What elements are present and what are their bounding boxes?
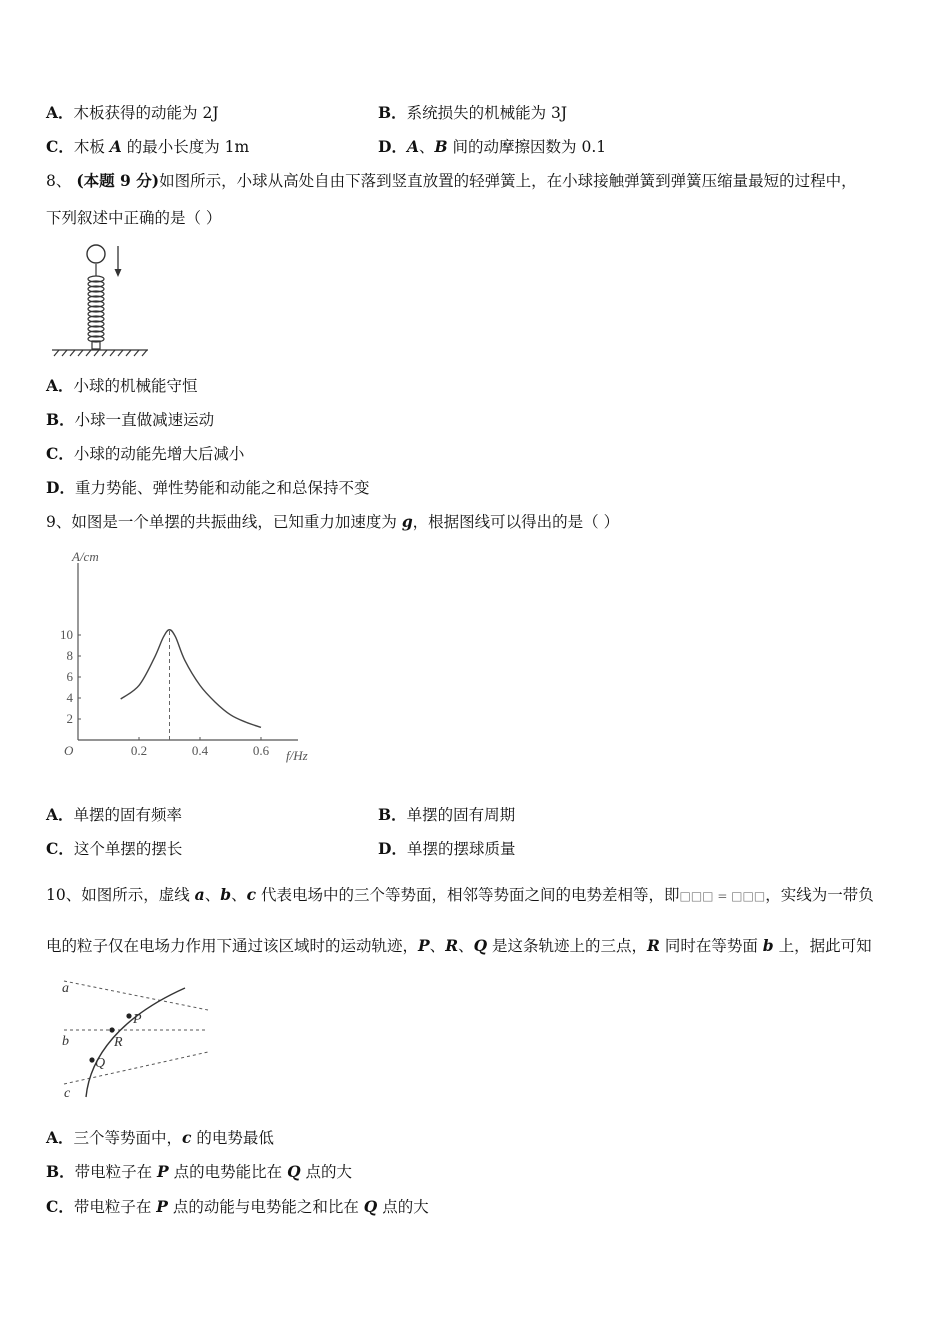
x-tick-label: 0.4: [191, 743, 209, 758]
equipotential-c: [64, 1052, 208, 1084]
x-axis-label: f/Hz: [286, 748, 308, 763]
q7-option-d: D．A、B 间的动摩擦因数为 0.1: [378, 137, 607, 156]
q9-option-a: A．单摆的固有频率: [46, 805, 183, 824]
label-q: Q: [95, 1056, 106, 1071]
label-a: a: [62, 981, 69, 996]
label-c: c: [64, 1086, 71, 1101]
point-r-dot: [109, 1027, 114, 1032]
equipotential-a: [64, 981, 208, 1010]
y-axis-label: A/cm: [72, 549, 99, 564]
resonance-curve: [121, 630, 261, 728]
y-tick-label: 8: [66, 648, 73, 663]
q8-option-d: D．重力势能、弹性势能和动能之和总保持不变: [46, 478, 370, 497]
point-p-dot: [126, 1013, 131, 1018]
equipotential-figure: [50, 972, 212, 1102]
q9-option-b: B．单摆的固有周期: [378, 805, 516, 824]
q7-option-b: B．系统损失的机械能为 3J: [378, 103, 568, 122]
x-tick-label: 0.2: [130, 743, 148, 758]
y-tick-label: 4: [66, 690, 73, 705]
q8-option-c: C．小球的动能先增大后减小: [46, 444, 245, 463]
down-arrow: [115, 246, 122, 277]
ball: [87, 245, 105, 263]
q8-stem-line2: 下列叙述中正确的是（ ）: [46, 209, 222, 227]
q9-stem: 9、如图是一个单摆的共振曲线，已知重力加速度为 g，根据图线可以得出的是（ ）: [46, 512, 620, 531]
y-tick-label: 10: [60, 627, 73, 642]
label-b: b: [62, 1034, 69, 1049]
q10-option-a: A．三个等势面中，c 的电势最低: [46, 1128, 274, 1147]
q10-option-c: C．带电粒子在 P 点的动能与电势能之和比在 Q 点的大: [46, 1197, 429, 1216]
q8-option-b: B．小球一直做减速运动: [46, 410, 215, 429]
y-tick-label: 2: [66, 711, 73, 726]
q10-stem-line2: 电的粒子仅在电场力作用下通过该区域时的运动轨迹，P、R、Q 是这条轨迹上的三点，R 同时在等势面 b 上，据此可知: [46, 936, 872, 955]
x-tick-label: 0.6: [252, 743, 270, 758]
point-q-dot: [89, 1057, 94, 1062]
potential-equation: □□□ = □□□: [679, 889, 766, 903]
q8-stem-line1: 8、 (本题 9 分)如图所示，小球从高处自由下落到竖直放置的轻弹簧上，在小球接触弹簧到弹簧压缩量最短的过程中，: [46, 171, 857, 190]
ground: [52, 350, 148, 356]
q10-option-b: B．带电粒子在 P 点的电势能比在 Q 点的大: [46, 1162, 353, 1181]
q7-option-c: C．木板 A 的最小长度为 1m: [46, 137, 250, 156]
q9-option-d: D．单摆的摆球质量: [378, 839, 516, 858]
y-tick-label: 6: [66, 669, 73, 684]
q10-stem-line1: 10、如图所示，虚线 a、b、c 代表电场中的三个等势面，相邻等势面之间的电势差相等，即□□□ = □□□，实线为一带负: [46, 885, 874, 904]
resonance-chart: [46, 543, 336, 773]
q7-option-a: A．木板获得的动能为 2J: [46, 103, 219, 122]
q8-option-a: A．小球的机械能守恒: [46, 376, 198, 395]
origin-label: O: [64, 743, 74, 758]
spring-ball-figure: [50, 240, 152, 358]
label-p: P: [133, 1012, 142, 1027]
q9-option-c: C．这个单摆的摆长: [46, 839, 183, 858]
spring: [88, 264, 104, 349]
label-r: R: [114, 1035, 123, 1050]
particle-trajectory: [86, 988, 185, 1097]
